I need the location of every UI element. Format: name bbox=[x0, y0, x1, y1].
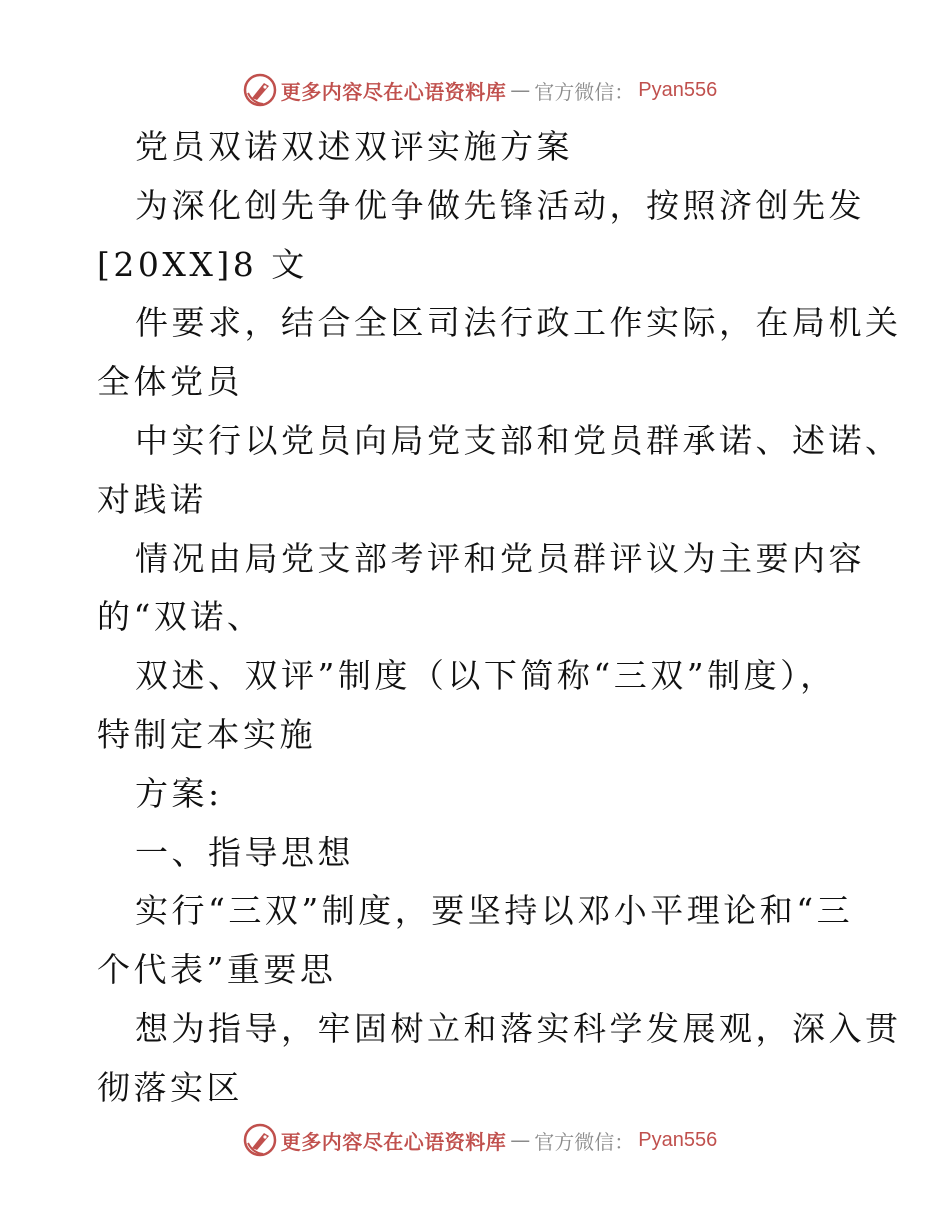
document-line: 为深化创先争优争做先锋活动，按照济创先发 bbox=[135, 185, 865, 225]
document-line: 党员双诺双述双评实施方案 bbox=[135, 127, 573, 166]
banner-wechat-label: 官方微信： bbox=[534, 1129, 635, 1154]
banner-wechat-label: 官方微信： bbox=[534, 79, 635, 104]
document-line: 中实行以党员向局党支部和党员群承诺、述诺、 bbox=[135, 420, 902, 460]
document-line: 全体党员 bbox=[97, 362, 243, 402]
banner-wechat-id: Pyan556 bbox=[638, 1128, 718, 1151]
document-line: 个代表”重要思 bbox=[97, 950, 337, 990]
header-watermark-banner bbox=[0, 70, 950, 110]
document-body bbox=[97, 118, 902, 1118]
document-line: 想为指导，牢固树立和落实科学发展观，深入贯 bbox=[135, 1008, 902, 1048]
pen-nib-icon bbox=[243, 73, 277, 107]
document-line: 对践诺 bbox=[97, 479, 207, 519]
footer-watermark-banner bbox=[0, 1120, 950, 1160]
document-line: 彻落实区 bbox=[97, 1067, 243, 1107]
document-line: [20XX]8 文 bbox=[97, 244, 308, 284]
document-line: 特制定本实施 bbox=[97, 714, 316, 754]
banner-separator: — bbox=[510, 1128, 531, 1152]
document-line: 方案: bbox=[135, 773, 223, 813]
document-line: 的“双诺、 bbox=[97, 597, 264, 637]
banner-wechat-id: Pyan556 bbox=[638, 78, 718, 101]
document-line: 实行“三双”制度，要坚持以邓小平理论和“三 bbox=[135, 891, 854, 931]
banner-title: 更多内容尽在心语资料库 bbox=[280, 79, 507, 104]
document-line: 双述、双评”制度（以下简称“三双”制度）， bbox=[135, 656, 837, 696]
banner-title: 更多内容尽在心语资料库 bbox=[280, 1129, 507, 1154]
pen-nib-icon bbox=[243, 1123, 277, 1157]
document-line: 情况由局党支部考评和党员群评议为主要内容 bbox=[135, 538, 865, 578]
document-line: 件要求，结合全区司法行政工作实际，在局机关 bbox=[135, 303, 902, 343]
banner-content bbox=[243, 73, 717, 107]
banner-separator: — bbox=[510, 78, 531, 102]
banner-content bbox=[243, 1123, 717, 1157]
document-line: 一、指导思想 bbox=[135, 832, 354, 872]
